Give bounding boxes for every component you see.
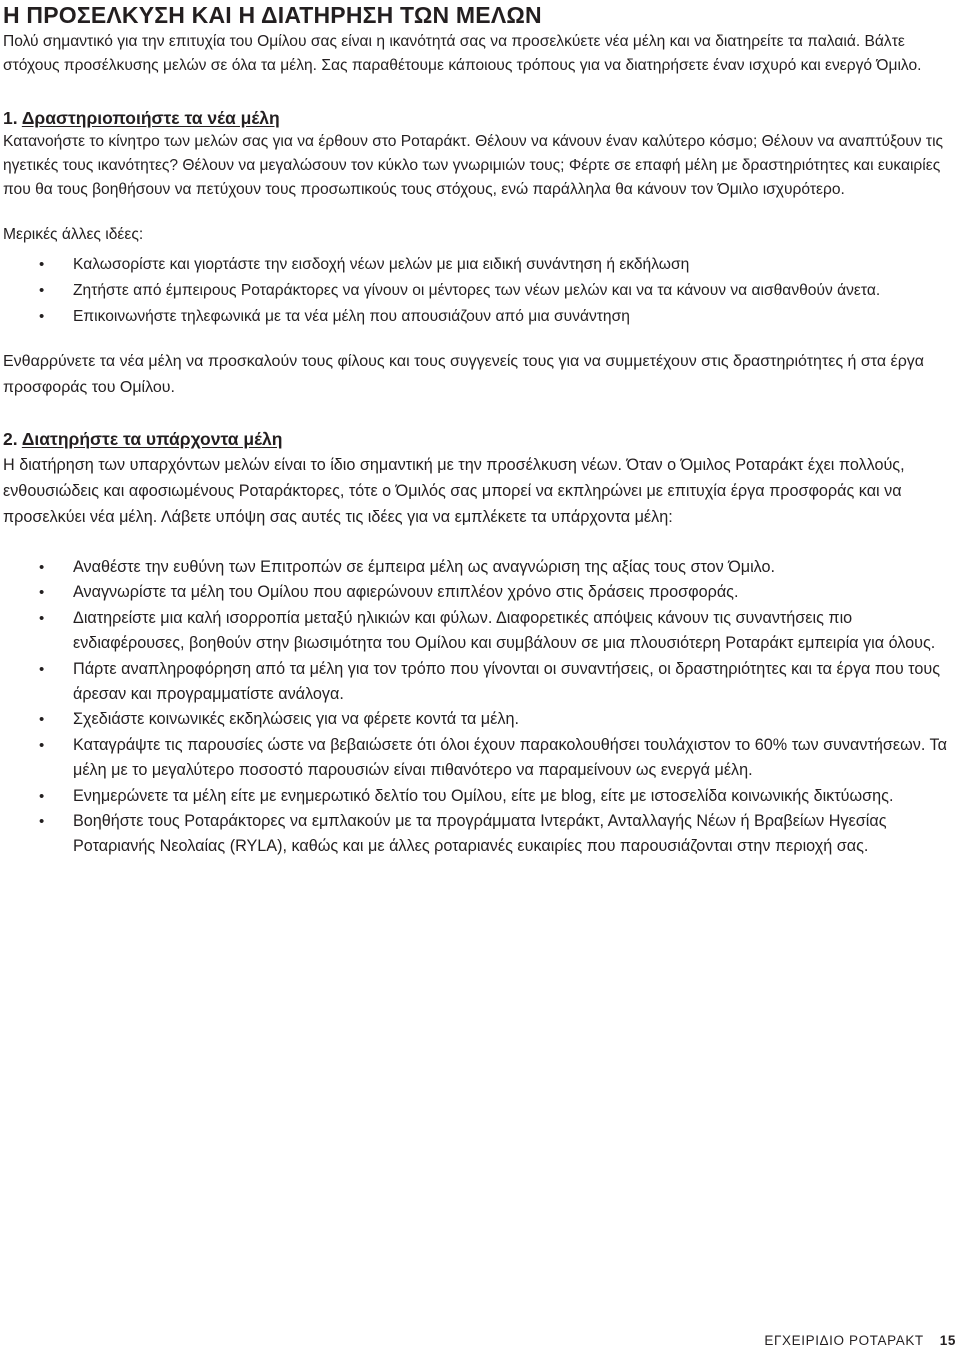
section-2-title: Διατηρήστε τα υπάρχοντα μέλη: [21, 429, 283, 449]
manual-title: ΕΓΧΕΙΡΙΔΙΟ ΡΟΤΑΡΑΚΤ: [764, 1333, 924, 1348]
section-2-ideas: [3, 555, 953, 860]
intro-paragraph: Πολύ σημαντικό για την επιτυχία του Ομίλου σας είναι η ικανότητά σας να προσελκύετε νέα μέλη και να διατηρείτε τα παλαιά. Βάλτε στόχους προσέλκυσης μελών σε όλα τα μέλη. Σας παραθέτουμε κάποιους τρόπους για να διατηρήσετε έναν ισχυρό και ενεργό Όμιλο.: [3, 33, 922, 74]
section-1-closing: Ενθαρρύνετε τα νέα μέλη να προσκαλούν τους φίλους και τους συγγενείς τους για να συμμετέχουν στις δραστηριότητες ή στα έργα προσφοράς του Ομίλου.: [3, 353, 925, 396]
section-2-heading: [3, 426, 953, 452]
page-footer: [764, 1333, 956, 1348]
list-item: • Επικοινωνήστε τηλεφωνικά με τα νέα μέλη που απουσιάζουν από μια συνάντηση: [3, 304, 953, 330]
list-item: • Καταγράψτε τις παρουσίες ώστε να βεβαιώσετε ότι όλοι έχουν παρακολουθήσει τουλάχιστον το 60% των συναντήσεων. Τα μέλη με το μεγαλύτερο ποσοστό παρουσιών είναι πιθανότερο να παραμείνουν ως ενεργά μέλη.: [3, 733, 953, 784]
section-1-heading: [3, 106, 953, 130]
list-item: • Βοηθήστε τους Ροταράκτορες να εμπλακούν με τα προγράμματα Ιντεράκτ, Ανταλλαγής Νέων ή Βραβείων Ηγεσίας Ροταριανής Νεολαίας (RYLA), καθώς και με άλλες ροταριανές ευκαιρίες που παρουσιάζονται στην περιοχή σας.: [3, 809, 953, 860]
page-title: Η ΠΡΟΣΕΛΚΥΣΗ ΚΑΙ Η ΔΙΑΤΗΡΗΣΗ ΤΩΝ ΜΕΛΩΝ: [3, 2, 542, 28]
list-item: • Αναγνωρίστε τα μέλη του Ομίλου που αφιερώνουν επιπλέον χρόνο στις δράσεις προσφοράς.: [3, 580, 953, 605]
list-item: • Πάρτε αναπληροφόρηση από τα μέλη για τον τρόπο που γίνονται οι συναντήσεις, οι δραστηριότητες και τα έργα που τους άρεσαν και προγραμματίστε ανάλογα.: [3, 657, 953, 708]
list-item: • Σχεδιάστε κοινωνικές εκδηλώσεις για να φέρετε κοντά τα μέλη.: [3, 707, 953, 732]
page-number: 15: [939, 1333, 956, 1348]
section-2-paragraph: Η διατήρηση των υπαρχόντων μελών είναι το ίδιο σημαντική με την προσέλκυση νέων. Όταν ο Όμιλος Ροταράκτ έχει πολλούς, ενθουσιώδεις και αφοσιωμένους Ροταράκτορες, τότε ο Όμιλός σας μπορεί να εκπληρώνει με επιτυχία έργα προσφοράς και να προσελκύει νέα μέλη. Λάβετε υπόψη σας αυτές τις ιδέες για να εμπλέκετε τα υπάρχοντα μέλη:: [3, 456, 905, 526]
section-1-ideas: [3, 222, 953, 330]
ideas-label: Μερικές άλλες ιδέες:: [3, 226, 144, 243]
section-1-title: Δραστηριοποιήστε τα νέα μέλη: [21, 108, 280, 128]
list-item: • Ενημερώνετε τα μέλη είτε με ενημερωτικό δελτίο του Ομίλου, είτε με blog, είτε με ιστοσελίδα κοινωνικής δικτύωσης.: [3, 784, 953, 809]
section-2-number: 2.: [3, 429, 18, 449]
section-2-idea-list: [3, 555, 953, 860]
list-item: • Αναθέστε την ευθύνη των Επιτροπών σε έμπειρα μέλη ως αναγνώριση της αξίας τους στον Όμιλο.: [3, 555, 953, 580]
document-page: [3, 0, 953, 860]
section-1-idea-list: [3, 252, 953, 330]
list-item: • Διατηρείστε μια καλή ισορροπία μεταξύ ηλικιών και φύλων. Διαφορετικές απόψεις κάνουν τις συναντήσεις πιο ενδιαφέρουσες, βοηθούν στην βιωσιμότητα του Ομίλου και συμβάλουν σε μια πλουσιότερη Ροταράκτ εμπειρία για όλους.: [3, 606, 953, 657]
list-item: • Καλωσορίστε και γιορτάστε την εισδοχή νέων μελών με μια ειδική συνάντηση ή εκδήλωση: [3, 252, 953, 278]
section-1-paragraph: Κατανοήστε το κίνητρο των μελών σας για να έρθουν στο Ροταράκτ. Θέλουν να κάνουν έναν καλύτερο κόσμο; Θέλουν να αναπτύξουν τις ηγετικές τους ικανότητες? Θέλουν να μεγαλώσουν τον κύκλο των γνωριμιών τους; Φέρτε σε επαφή μέλη με δραστηριότητες και ευκαιρίες που θα τους βοηθήσουν να πετύχουν τους προσωπικούς τους στόχους, ενώ παράλληλα θα κάνουν τον Όμιλο ισχυρότερο.: [3, 133, 944, 198]
list-item: • Ζητήστε από έμπειρους Ροταράκτορες να γίνουν οι μέντορες των νέων μελών και να τα κάνουν να αισθανθούν άνετα.: [3, 278, 953, 304]
section-1-number: 1.: [3, 108, 18, 128]
